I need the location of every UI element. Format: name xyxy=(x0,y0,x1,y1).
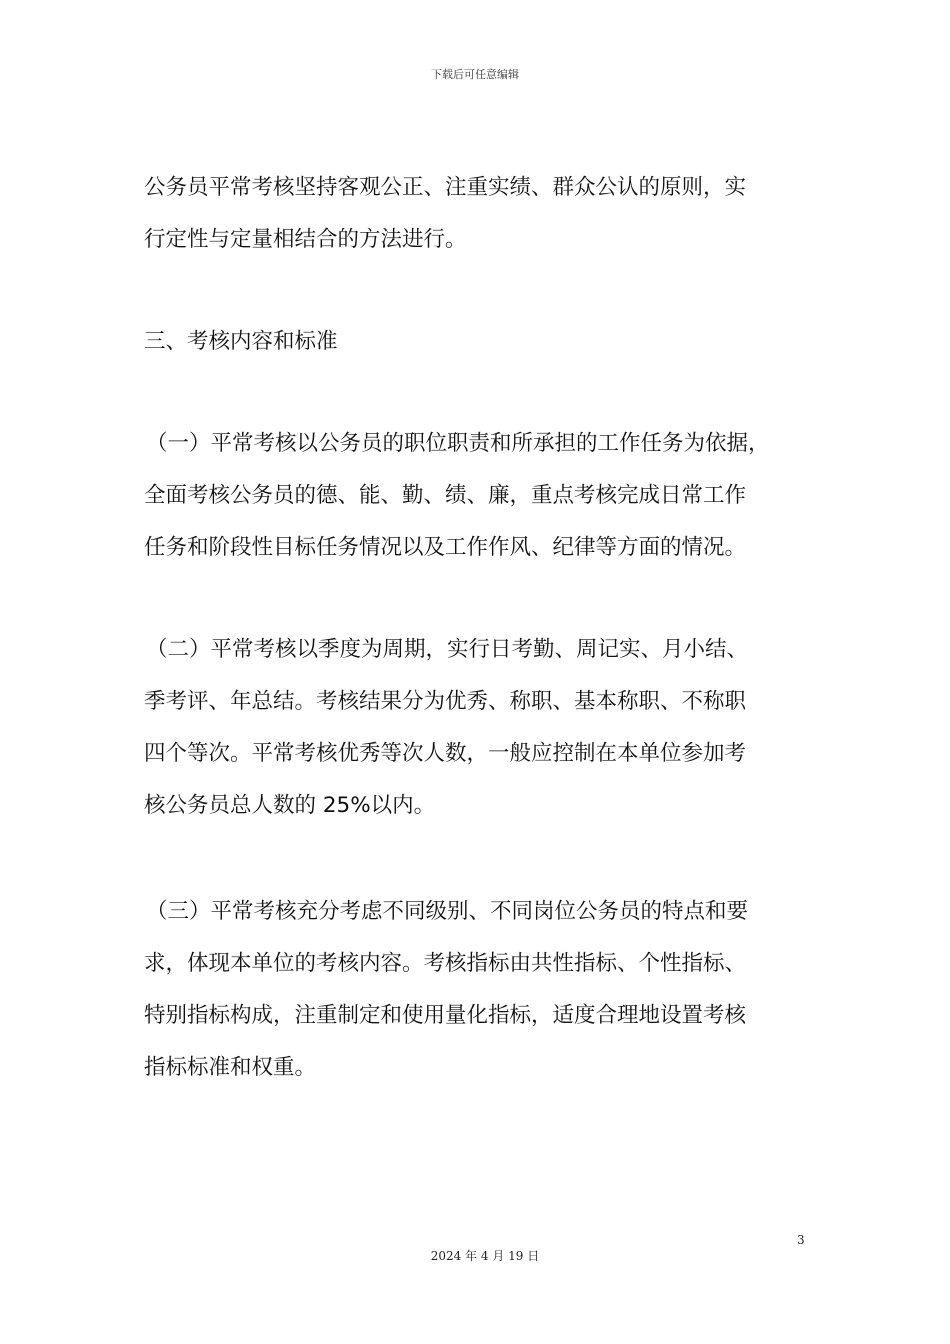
page-number: 3 xyxy=(797,1233,805,1247)
text-line: （三）平常考核充分考虑不同级别、不同岗位公务员的特点和要 xyxy=(146,899,749,924)
text-line: 求，体现本单位的考核内容。考核指标由共性指标、个性指标、 xyxy=(144,951,747,976)
text-line: 公务员平常考核坚持客观公正、注重实绩、群众公认的原则，实 xyxy=(144,175,747,200)
section-heading xyxy=(144,316,804,368)
text-line: 任务和阶段性目标任务情况以及工作作风、纪律等方面的情况。 xyxy=(144,535,747,560)
heading-text: 三、考核内容和标准 xyxy=(144,329,338,354)
text-line: 特别指标构成，注重制定和使用量化指标，适度合理地设置考核 xyxy=(144,1003,747,1028)
text-line: （二）平常考核以季度为周期，实行日考勤、周记实、月小结、 xyxy=(146,637,749,662)
footer-date: 2024 年 4 月 19 日 xyxy=(430,1249,540,1263)
text-line: 行定性与定量相结合的方法进行。 xyxy=(144,227,467,252)
text-line: 四个等次。平常考核优秀等次人数，一般应控制在本单位参加考 xyxy=(144,741,747,766)
paragraph-item-2 xyxy=(146,624,806,832)
paragraph-item-3 xyxy=(146,886,806,1094)
page-header: 下载后可任意编辑 xyxy=(431,68,519,81)
paragraph-item-1 xyxy=(146,418,806,574)
text-line: 指标标准和权重。 xyxy=(144,1055,317,1080)
paragraph-principle xyxy=(144,162,804,266)
text-line: 全面考核公务员的德、能、勤、绩、廉，重点考核完成日常工作 xyxy=(144,483,747,508)
text-line: 季考评、年总结。考核结果分为优秀、称职、基本称职、不称职 xyxy=(144,689,747,714)
text-line: （一）平常考核以公务员的职位职责和所承担的工作任务为依据， xyxy=(146,431,770,456)
text-line: 核公务员总人数的 25%以内。 xyxy=(144,793,436,818)
